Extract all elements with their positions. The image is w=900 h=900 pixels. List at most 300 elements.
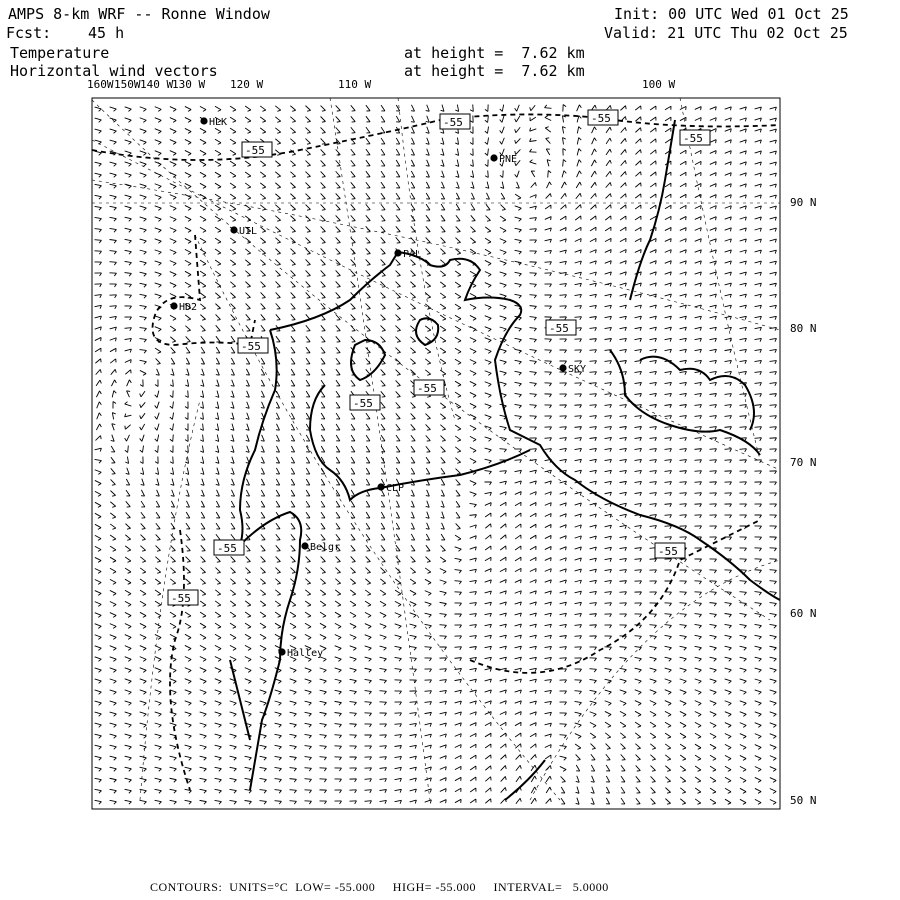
wind-vector (530, 138, 537, 141)
wind-vector (426, 215, 430, 221)
wind-vector (650, 614, 657, 617)
wind-vector (335, 612, 341, 617)
wind-vector (710, 482, 717, 485)
wind-vector (665, 559, 672, 562)
wind-vector (455, 701, 462, 704)
wind-vector (545, 646, 552, 649)
wind-vector (605, 405, 612, 408)
wind-vector (97, 413, 102, 420)
wind-vector (725, 371, 732, 374)
wind-vector (440, 569, 446, 574)
wind-vector (380, 646, 387, 650)
wind-vector (140, 646, 146, 651)
wind-vector (621, 798, 625, 804)
wind-vector (290, 679, 297, 683)
wind-vector (260, 579, 265, 585)
wind-vector (560, 295, 567, 298)
wind-vector (548, 171, 551, 178)
wind-vector (650, 183, 656, 187)
wind-vector (455, 271, 461, 276)
wind-vector (291, 314, 295, 320)
wind-vector (230, 128, 236, 133)
wind-vector (335, 801, 342, 804)
wind-vector (365, 779, 372, 782)
wind-vector (755, 701, 762, 705)
wind-vector (380, 713, 387, 716)
wind-vector (635, 117, 641, 122)
wind-vector (410, 734, 417, 737)
wind-vector (291, 490, 295, 496)
wind-vector (725, 766, 731, 771)
wind-vector (365, 657, 372, 661)
wind-vector (306, 468, 310, 474)
wind-vector (336, 435, 340, 441)
wind-vector (396, 359, 401, 365)
wind-vector (545, 361, 552, 364)
wind-vector (665, 701, 671, 706)
wind-vector (470, 614, 477, 617)
wind-vector (335, 657, 342, 661)
wind-vector (710, 261, 717, 264)
wind-vector (305, 757, 312, 761)
wind-vector (200, 161, 206, 166)
wind-vector (455, 469, 460, 475)
wind-vector (695, 316, 702, 319)
wind-vector (770, 581, 777, 584)
wind-vector (770, 338, 777, 341)
wind-vector (366, 292, 371, 298)
wind-vector (261, 314, 266, 320)
wind-vector (112, 391, 116, 398)
wind-vector (185, 568, 190, 574)
wind-vector (140, 413, 145, 419)
wind-vector (755, 195, 762, 198)
lon-label-100w: 100 W (642, 78, 676, 91)
wind-vector (155, 446, 158, 453)
wind-vector (425, 591, 431, 596)
wind-vector (351, 446, 355, 452)
wind-vector (575, 427, 582, 430)
wind-vector (125, 306, 132, 309)
wind-vector (425, 293, 430, 298)
wind-vector (140, 623, 146, 628)
wind-vector (710, 427, 717, 430)
wind-vector (441, 215, 445, 221)
wind-vector (170, 712, 177, 716)
wind-vector (695, 777, 701, 782)
wind-vector (485, 371, 492, 376)
wind-vector (545, 273, 552, 276)
wind-vector (95, 229, 102, 233)
wind-vector (261, 391, 265, 397)
wind-vector (230, 238, 236, 243)
wind-vector (276, 435, 280, 441)
wind-vector (170, 767, 177, 771)
wind-vector (185, 271, 191, 276)
wind-vector (590, 580, 597, 583)
wind-vector (425, 778, 432, 781)
station-pne (490, 154, 517, 165)
wind-vector (755, 723, 762, 728)
wind-vector (170, 568, 175, 574)
wind-vector (230, 634, 236, 639)
wind-vector (530, 394, 537, 397)
wind-vector (275, 194, 280, 200)
wind-vector (200, 391, 203, 398)
wind-vector (155, 800, 162, 804)
wind-vector (455, 690, 462, 693)
wind-vector (485, 437, 492, 441)
wind-vector (725, 107, 732, 111)
wind-vector (170, 195, 176, 200)
wind-vector (351, 127, 355, 133)
wind-vector (216, 523, 220, 529)
wind-vector (530, 251, 537, 254)
wind-vector (276, 424, 280, 430)
wind-vector (560, 766, 566, 771)
wind-vector (470, 536, 476, 540)
wind-vector (592, 138, 597, 144)
wind-vector (755, 338, 762, 341)
wind-vector (485, 602, 492, 605)
wind-vector (110, 624, 116, 629)
wind-vector (725, 316, 732, 319)
wind-vector (351, 204, 356, 210)
wind-vector (155, 173, 162, 178)
wind-vector (96, 380, 101, 386)
wind-vector (680, 646, 687, 650)
wind-vector (620, 361, 627, 364)
wind-vector (245, 756, 252, 760)
wind-vector (725, 482, 732, 485)
wind-vector (665, 316, 672, 319)
wind-vector (441, 446, 446, 452)
wind-vector (590, 733, 596, 738)
wind-vector (740, 755, 746, 760)
wind-vector (381, 116, 385, 122)
wind-vector (366, 193, 370, 199)
wind-vector (725, 228, 732, 231)
wind-vector (635, 559, 642, 562)
wind-vector (201, 336, 205, 342)
wind-vector (650, 261, 656, 265)
wind-vector (440, 414, 445, 419)
wind-vector (321, 391, 325, 397)
wind-vector (695, 766, 701, 771)
wind-vector (740, 777, 746, 782)
wind-vector (320, 746, 327, 749)
wind-vector (291, 556, 296, 562)
wind-vector (470, 238, 475, 243)
wind-vector (125, 601, 131, 606)
wind-vector (350, 713, 357, 717)
wind-vector (605, 327, 612, 330)
wind-vector (725, 679, 732, 683)
wind-vector (755, 515, 762, 518)
wind-vector (695, 107, 701, 111)
wind-vector (231, 556, 236, 562)
wind-vector (200, 271, 206, 276)
wind-vector (260, 745, 267, 749)
wind-vector (125, 446, 128, 453)
wind-vector (216, 358, 220, 364)
wind-vector (336, 424, 340, 430)
wind-vector (365, 801, 372, 804)
wind-vector (455, 625, 462, 628)
wind-vector (260, 194, 265, 199)
wind-vector (411, 182, 415, 188)
wind-vector (186, 358, 190, 364)
wind-vector (575, 558, 582, 561)
wind-vector (95, 206, 102, 210)
wind-vector (545, 524, 551, 528)
wind-vector (97, 402, 102, 408)
wind-vector (365, 590, 371, 595)
wind-vector (755, 394, 762, 397)
wind-vector (246, 435, 250, 442)
wind-vector (605, 272, 612, 275)
wind-vector (680, 338, 687, 341)
wind-vector (290, 790, 297, 793)
wind-vector (455, 238, 460, 244)
wind-vector (545, 492, 552, 496)
wind-vector (155, 789, 162, 793)
wind-vector (755, 460, 762, 463)
wind-vector (200, 579, 205, 585)
wind-vector (410, 778, 417, 781)
wind-vector (335, 579, 340, 585)
wind-vector (650, 161, 656, 165)
wind-vector (755, 766, 761, 771)
wind-vector (635, 679, 642, 683)
wind-vector (470, 733, 476, 737)
wind-vector-field (95, 105, 777, 805)
wind-vector (680, 614, 687, 618)
contour-label (214, 540, 244, 555)
wind-vector (110, 778, 117, 782)
wind-vector (246, 446, 250, 453)
wind-vector (396, 534, 400, 540)
wind-vector (291, 391, 295, 397)
wind-vector (500, 116, 504, 123)
wind-vector (200, 800, 207, 804)
wind-vector (710, 118, 716, 122)
wind-vector (485, 535, 491, 539)
wind-vector (710, 657, 717, 661)
wind-vector (140, 391, 145, 397)
wind-vector (216, 534, 220, 540)
wind-vector (577, 149, 581, 156)
wind-vector (245, 767, 252, 771)
wind-vector (515, 568, 521, 572)
wind-vector (156, 490, 160, 496)
wind-vector (201, 358, 205, 364)
wind-vector (500, 205, 505, 211)
wind-vector (215, 128, 221, 133)
wind-vector (261, 282, 266, 288)
wind-vector (680, 371, 687, 374)
wind-vector (590, 547, 597, 550)
wind-vector (96, 424, 101, 430)
wind-vector (620, 690, 627, 694)
wind-vector (110, 195, 117, 199)
wind-vector (140, 568, 146, 573)
wind-vector (381, 281, 386, 287)
wind-vector (530, 339, 537, 343)
wind-vector (485, 701, 492, 705)
wind-vector (396, 545, 400, 551)
wind-vector (110, 524, 116, 529)
wind-vector (140, 380, 143, 387)
contour-label (680, 130, 710, 145)
wind-vector (680, 603, 687, 606)
wind-vector (635, 592, 642, 595)
wind-vector (336, 468, 340, 474)
wind-vector (725, 668, 732, 672)
wind-vector (650, 360, 657, 363)
wind-vector (710, 405, 717, 408)
wind-vector (531, 754, 537, 759)
wind-vector (695, 624, 702, 628)
wind-vector (336, 391, 340, 397)
wind-vector (605, 205, 611, 210)
wind-vector (635, 172, 641, 177)
wind-vector (95, 448, 102, 451)
wind-vector (200, 446, 203, 453)
wind-vector (380, 779, 387, 782)
wind-vector (770, 504, 777, 507)
wind-vector (95, 646, 102, 651)
wind-vector (411, 193, 415, 199)
wind-vector (320, 735, 327, 739)
wind-vector (155, 457, 158, 464)
wind-vector (230, 172, 236, 177)
wind-vector (770, 129, 777, 132)
wind-vector (125, 690, 132, 694)
wind-vector (545, 558, 551, 562)
wind-vector (216, 556, 221, 562)
wind-vector (411, 435, 415, 441)
wind-vector (396, 370, 401, 376)
wind-vector (591, 798, 595, 804)
wind-vector (515, 327, 522, 331)
wind-vector (366, 545, 370, 551)
wind-vector (695, 690, 702, 695)
wind-vector (470, 701, 477, 704)
wind-vector (426, 501, 430, 508)
wind-vector (305, 801, 312, 804)
wind-vector (515, 580, 521, 584)
wind-vector (530, 602, 537, 605)
wind-vector (306, 325, 310, 331)
wind-vector (755, 712, 762, 717)
wind-vector (740, 482, 747, 485)
wind-vector (650, 559, 657, 562)
wind-vector (245, 679, 252, 684)
wind-vector (336, 490, 340, 496)
wind-vector (590, 394, 597, 397)
wind-vector (620, 701, 626, 706)
wind-vector (230, 800, 237, 804)
wind-vector (185, 106, 191, 111)
wind-vector (695, 701, 701, 706)
wind-vector (395, 680, 402, 683)
wind-vector (680, 205, 686, 209)
wind-vector (366, 116, 370, 122)
wind-vector (125, 338, 132, 341)
wind-vector (155, 413, 160, 420)
wind-vector (275, 779, 282, 783)
wind-vector (456, 226, 461, 232)
wind-vector (500, 524, 506, 528)
wind-vector (305, 690, 312, 694)
wind-vector (695, 183, 701, 187)
wind-vector (710, 460, 717, 463)
wind-vector (275, 227, 280, 233)
wind-vector (381, 501, 385, 507)
wind-vector (725, 755, 731, 760)
wind-vector (695, 744, 701, 749)
wind-vector (650, 139, 656, 143)
wind-vector (545, 580, 552, 584)
wind-vector (111, 446, 115, 452)
wind-vector (111, 479, 116, 485)
wind-vector (200, 260, 206, 265)
wind-vector (366, 204, 370, 210)
wind-vector (112, 413, 115, 420)
wind-vector (365, 691, 372, 695)
wind-vector (336, 523, 340, 529)
wind-vector (366, 435, 370, 441)
wind-vector (185, 701, 192, 705)
wind-vector (545, 723, 552, 726)
wind-vector (516, 798, 521, 804)
wind-vector (770, 272, 777, 275)
wind-vector (515, 513, 521, 517)
wind-vector (366, 270, 371, 276)
wind-vector (440, 756, 446, 760)
wind-vector (635, 250, 641, 254)
wind-vector (470, 227, 475, 233)
wind-vector (606, 194, 612, 199)
wind-vector (515, 105, 520, 111)
wind-vector (351, 171, 355, 177)
wind-vector (470, 171, 473, 178)
wind-vector (470, 636, 477, 639)
wind-vector (755, 129, 762, 132)
wind-vector (560, 361, 567, 364)
wind-vector (560, 580, 567, 583)
wind-vector (110, 646, 117, 651)
wind-vector (350, 679, 357, 683)
wind-vector (710, 151, 716, 155)
wind-vector (680, 305, 687, 308)
wind-vector (590, 679, 597, 683)
wind-vector (411, 468, 415, 474)
wind-vector (170, 151, 176, 156)
wind-vector (485, 482, 492, 485)
wind-vector (231, 304, 236, 310)
wind-vector (351, 270, 356, 276)
wind-vector (365, 746, 372, 749)
wind-vector (740, 559, 747, 562)
wind-vector (185, 767, 192, 771)
wind-vector (710, 416, 717, 419)
wind-vector (575, 216, 581, 220)
init-time: Init: 00 UTC Wed 01 Oct 25 (614, 5, 849, 23)
wind-vector (665, 438, 672, 441)
wind-vector (441, 501, 445, 508)
